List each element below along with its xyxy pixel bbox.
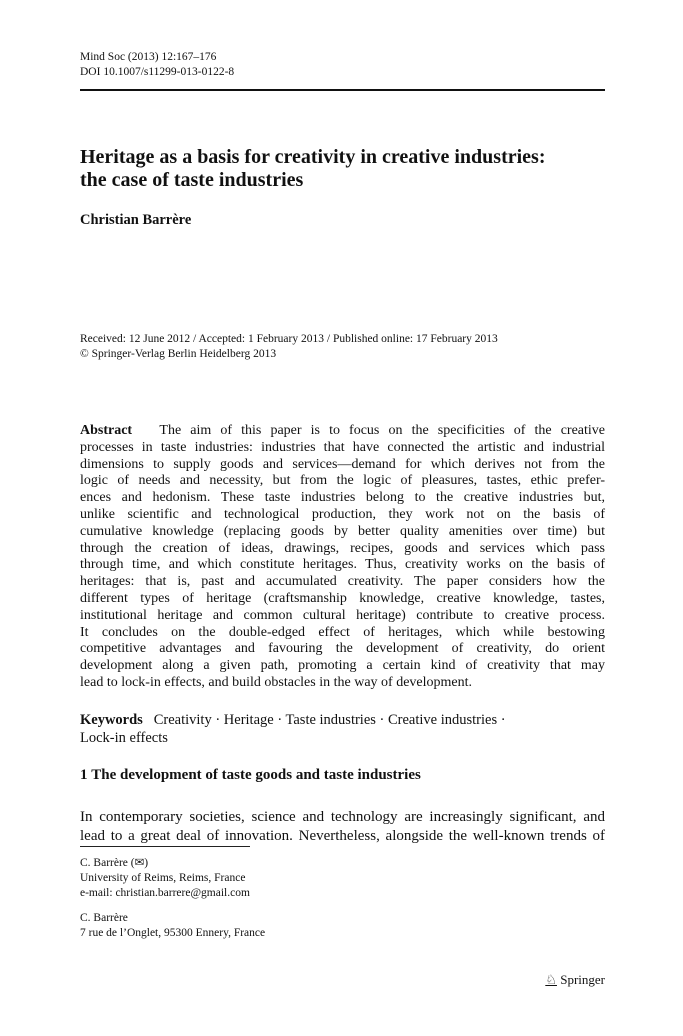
- header-rule: [80, 89, 605, 91]
- abstract-line: lead to lock-in effects, and build obstacles in the way of development.: [80, 674, 473, 690]
- dates: Received: 12 June 2012 / Accepted: 1 February 2013 / Published online: 17 February 2013: [80, 333, 498, 345]
- abstract-line: through time, and which constitute heritages. Thus, creativity works on the basis of: [80, 557, 605, 573]
- abstract-line: cumulative knowledge (replacing goods by better quality amenities over time) but: [80, 523, 605, 539]
- publication-info: [80, 332, 605, 362]
- abstract-line: ences and hedonism. These taste industries belong to the creative industries but,: [80, 490, 605, 506]
- section-number: 1: [80, 767, 88, 783]
- abstract-line: institutional heritage and common cultural heritage) contribute to creative process.: [80, 607, 605, 623]
- email[interactable]: e-mail: christian.barrere@gmail.com: [80, 887, 250, 899]
- abstract-label: Abstract: [80, 423, 133, 438]
- publisher-logo: [545, 972, 605, 988]
- doi: DOI 10.1007/s11299-013-0122-8: [80, 66, 235, 78]
- abstract-line: different types of heritage (craftsmanship knowledge, creative knowledge, tastes,: [80, 590, 605, 606]
- journal-citation: Mind Soc (2013) 12:167–176: [80, 51, 217, 63]
- abstract-line: It concludes on the double-edged effect of heritages, which while bestowing: [80, 624, 605, 640]
- section-title: The development of taste goods and taste industries: [91, 767, 421, 783]
- abstract-line: development along a given path, promoting a certain kind of creativity that may: [80, 658, 605, 674]
- address: 7 rue de l’Onglet, 95300 Ennery, France: [80, 927, 266, 939]
- author-name: C. Barrère (: [80, 857, 135, 869]
- affiliation: University of Reims, Reims, France: [80, 872, 246, 884]
- paren: ): [144, 857, 149, 869]
- abstract-line: processes in taste industries: industries that have connected the artistic and industrial: [80, 439, 605, 455]
- abstract: [80, 423, 605, 692]
- copyright: © Springer-Verlag Berlin Heidelberg 2013: [80, 348, 277, 360]
- text-line: lead to a great deal of innovation. Nevertheless, alongside the well-known trends of: [80, 828, 605, 845]
- text-line: In contemporary societies, science and technology are increasingly significant, and: [80, 809, 605, 825]
- abstract-line: heritages: that is, past and accumulated creativity. The paper considers how the: [80, 574, 605, 590]
- abstract-text: The aim of this paper is to focus on the specificities of the creative: [159, 423, 605, 438]
- publisher-name: Springer: [560, 972, 605, 987]
- footnote-rule: [80, 846, 250, 847]
- abstract-line: dimensions to supply goods and services—demand for which derives not from the: [80, 456, 605, 472]
- abstract-line: through the creation of ideas, drawings, recipes, goods and services which pass: [80, 540, 605, 556]
- envelope-icon: ✉: [134, 857, 145, 869]
- author-footnote: [80, 856, 605, 941]
- keywords-label: Keywords: [80, 712, 143, 728]
- author-name: C. Barrère: [80, 912, 128, 924]
- keywords-line: Creativity · Heritage · Taste industries · Creative industries ·: [153, 712, 506, 728]
- intro-paragraph: [80, 808, 605, 847]
- abstract-line: logic of needs and necessity, but from the logic of pleasures, tastes, ethic prefer-: [80, 473, 605, 489]
- running-header: [80, 50, 605, 80]
- section-heading: [80, 766, 605, 785]
- paper-title: [80, 146, 605, 192]
- author: Christian Barrère: [80, 212, 192, 228]
- keywords-line: Lock-in effects: [80, 730, 168, 746]
- abstract-line: competitive advantages and favouring the development of creativity, do orient: [80, 641, 605, 657]
- springer-horse-icon: ♘: [545, 972, 557, 987]
- abstract-line: unlike scientific and technological production, they work not on the basis of: [80, 506, 605, 522]
- title-line: Heritage as a basis for creativity in creative industries:: [80, 146, 546, 168]
- keywords: [80, 711, 605, 747]
- abstract-line: [80, 423, 605, 440]
- title-line: the case of taste industries: [80, 169, 304, 191]
